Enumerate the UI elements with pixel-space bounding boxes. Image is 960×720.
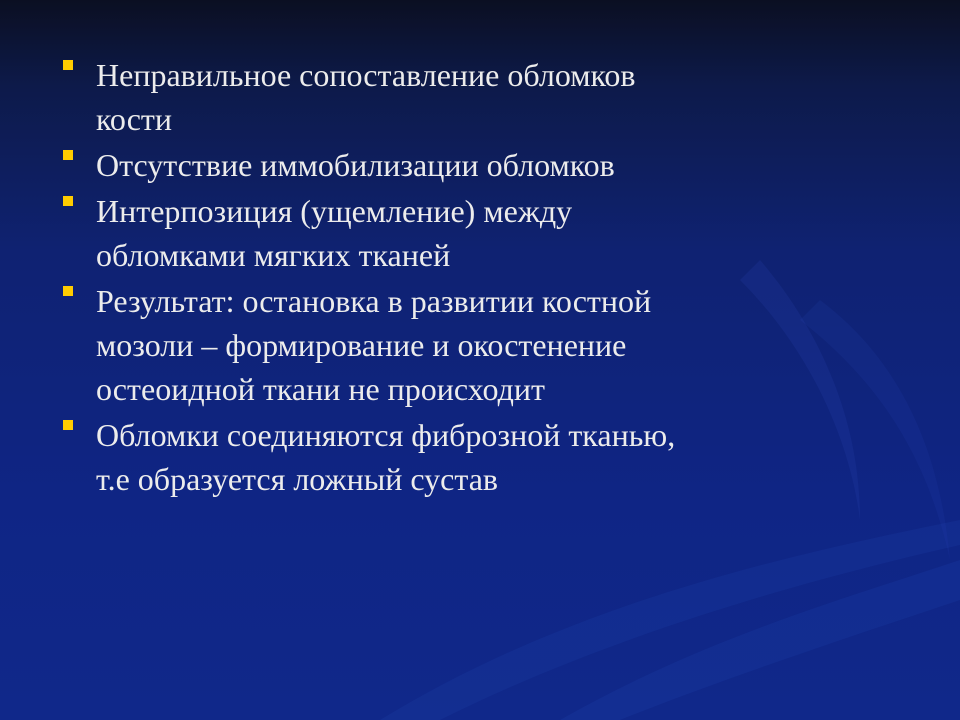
bullet-line: Обломки соединяются фиброзной тканью, [96, 417, 676, 453]
bullet-line: обломками мягких тканей [96, 237, 451, 273]
bullet-line: остеоидной ткани не происходит [96, 371, 545, 407]
bullet-square-icon [63, 420, 73, 430]
bullet-line: т.е образуется ложный сустав [96, 461, 499, 497]
bullet-item [60, 408, 920, 506]
bullet-line: Неправильное сопоставление обломков [96, 57, 636, 93]
bullet-square-icon [63, 286, 73, 296]
bullet-item [60, 274, 920, 416]
bullet-line: Отсутствие иммобилизации обломков [96, 147, 615, 183]
bullet-line: Интерпозиция (ущемление) между [96, 193, 573, 229]
bullet-line: кости [96, 101, 173, 137]
bullet-square-icon [63, 150, 73, 160]
bullet-line: Результат: остановка в развитии костной [96, 283, 652, 319]
bullet-square-icon [63, 196, 73, 206]
bullet-square-icon [63, 60, 73, 70]
bullet-item [60, 48, 920, 146]
bullet-item [60, 184, 920, 282]
bullet-line: мозоли – формирование и окостенение [96, 327, 627, 363]
bullet-list [60, 58, 920, 508]
